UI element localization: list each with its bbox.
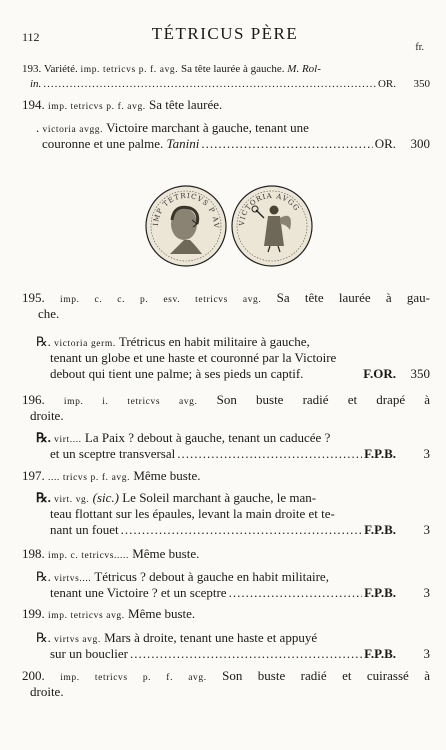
reverse-mark: ℞.: [36, 334, 51, 349]
entry-197-reverse: [36, 490, 430, 538]
entry-number: 199.: [22, 606, 45, 621]
entry-197: [22, 468, 430, 484]
entry-200: [22, 668, 430, 700]
metal: OR.: [377, 78, 396, 90]
obverse-description-cont: che.: [38, 306, 60, 321]
reverse-legend: virt....: [54, 435, 82, 445]
entry-number: 194.: [22, 97, 45, 112]
leader-dots: [177, 446, 362, 462]
author-name: Tanini: [166, 136, 200, 151]
obverse-legend-text: IMP TETRICVS P AV: [151, 191, 221, 229]
entry-number: 195.: [22, 290, 45, 305]
reverse-description-cont: tenant une Victoire ? et un sceptre: [50, 585, 227, 600]
price: 3: [423, 646, 430, 661]
reverse-mark: ℞.: [36, 630, 51, 645]
leader-dots: [121, 522, 362, 538]
author-name-cont: in.: [30, 78, 42, 90]
obverse-description: Sa tête laurée à gauche.: [181, 63, 285, 75]
entry-number: 200.: [22, 668, 45, 683]
running-title: TÉTRICUS PÈRE: [151, 24, 299, 43]
reverse-legend: virtvs....: [54, 574, 92, 584]
obverse-description: Même buste.: [132, 546, 200, 561]
sic-note: (sic.): [92, 490, 119, 505]
metal: F.P.B.: [364, 522, 396, 537]
reverse-description-cont: et un sceptre transversal: [50, 446, 176, 461]
obverse-legend: .... tricvs p. f. avg.: [48, 473, 131, 483]
coin-illustration: [140, 180, 320, 270]
obverse-description: Sa tête laurée.: [149, 97, 223, 112]
reverse-mark: ℞.: [36, 569, 51, 584]
entry-193: [22, 62, 430, 92]
obverse-legend: imp. c. c. p. esv. tetricvs avg.: [60, 295, 262, 305]
leader-dots: [229, 585, 363, 601]
price: 3: [423, 585, 430, 600]
reverse-description: Le Soleil marchant à gauche, le man-: [122, 490, 317, 505]
leader-dots: [130, 646, 362, 662]
obverse-description: Son buste radié et cuirassé à: [222, 668, 430, 683]
obverse-legend: imp. tetricvs p. f. avg.: [48, 102, 146, 112]
entry-number: 196.: [22, 392, 45, 407]
currency-label: fr.: [415, 42, 424, 53]
obverse-description-cont: droite.: [30, 408, 64, 423]
entry-196-reverse: [36, 430, 430, 462]
reverse-description-cont: sur un bouclier: [50, 646, 128, 661]
entry-194: [22, 97, 430, 113]
entry-198-reverse: [36, 569, 430, 601]
reverse-description-cont: teau flottant sur les épaules, levant la main droite et te-: [50, 506, 335, 521]
entry-number: 197.: [22, 468, 45, 483]
reverse-description: La Paix ? debout à gauche, tenant un caducée ?: [84, 430, 331, 445]
reverse-description-cont: couronne et une palme.: [42, 136, 164, 151]
entry-number: 193.: [22, 63, 42, 75]
price: 3: [423, 522, 430, 537]
metal: OR.: [374, 136, 396, 151]
obverse-legend: imp. i. tetricvs avg.: [63, 397, 198, 407]
reverse-legend: virt. vg.: [54, 495, 90, 505]
price: 350: [410, 366, 430, 381]
obverse-description: Même buste.: [128, 606, 196, 621]
reverse-legend: victoria germ.: [54, 339, 116, 349]
price: 3: [423, 446, 430, 461]
reverse-legend: victoria avgg.: [42, 125, 104, 135]
price: 350: [413, 78, 430, 90]
entry-number: 198.: [22, 546, 45, 561]
obverse-legend: imp. tetricvs p. f. avg.: [80, 65, 179, 75]
page-number: 112: [22, 30, 40, 44]
leader-dots: [43, 77, 376, 92]
reverse-description-cont: tenant un globe et une haste et couronné par la Victoire: [50, 350, 337, 365]
reverse-description: Victoire marchant à gauche, tenant une: [106, 120, 309, 135]
metal: F.P.B.: [364, 446, 396, 461]
reverse-legend: virtvs avg.: [54, 635, 101, 645]
entry-195: [22, 290, 430, 322]
price: 300: [410, 136, 430, 151]
page-header: [22, 24, 428, 53]
coin-drawing: [140, 180, 320, 270]
leader-dots: [201, 136, 372, 152]
obverse-description: Sa tête laurée à gau-: [276, 290, 430, 305]
obverse-description: Son buste radié et drapé à: [216, 392, 430, 407]
obverse-legend: imp. tetricvs p. f. avg.: [60, 673, 207, 683]
entry-195-reverse: [36, 334, 430, 382]
author-name: M. Rol-: [287, 63, 321, 75]
obverse-legend: imp. c. tetricvs.....: [48, 551, 129, 561]
entry-198: [22, 546, 430, 562]
entry-196: [22, 392, 430, 424]
entry-199-reverse: [36, 630, 430, 662]
reverse-mark: .: [36, 120, 40, 135]
reverse-description: Mars à droite, tenant une haste et appuyé: [104, 630, 318, 645]
reverse-description: Trétricus en habit militaire à gauche,: [118, 334, 310, 349]
entry-194-reverse: [36, 120, 430, 152]
reverse-mark: ℞.: [36, 430, 51, 445]
reverse-description-cont: debout qui tient une palme; à ses pieds un captif.: [50, 366, 304, 381]
reverse-mark: ℞.: [36, 490, 51, 505]
metal: F.P.B.: [364, 646, 396, 661]
reverse-description-cont: nant un fouet: [50, 522, 119, 537]
obverse-description-cont: droite.: [30, 684, 64, 699]
reverse-description: Tétricus ? debout à gauche en habit militaire,: [94, 569, 329, 584]
variant-label: Variété.: [43, 63, 78, 75]
obverse-description: Même buste.: [133, 468, 201, 483]
reverse-legend-text: VICTORIA AVGG: [237, 191, 302, 227]
metal: F.OR.: [363, 366, 396, 381]
obverse-legend: imp. tetricvs avg.: [48, 611, 125, 621]
entry-199: [22, 606, 430, 622]
metal: F.P.B.: [364, 585, 396, 600]
